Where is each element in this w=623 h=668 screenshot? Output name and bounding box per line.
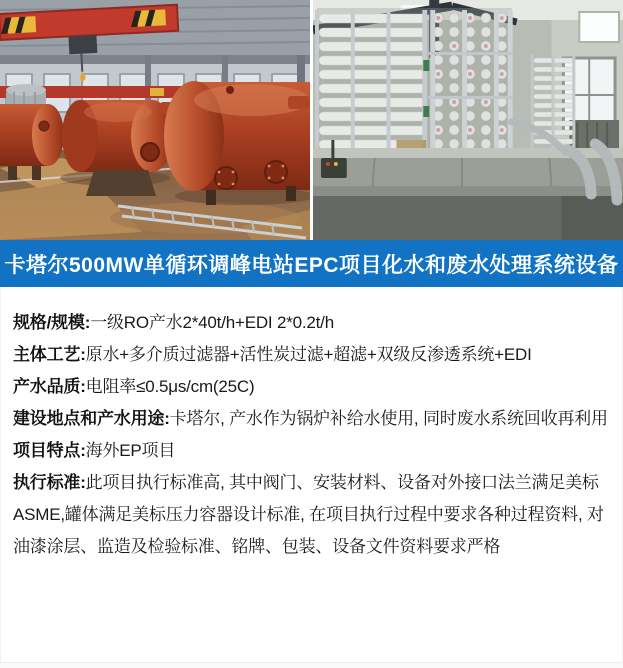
spec-label: 执行标准: <box>13 473 86 492</box>
spec-row-specification <box>13 307 610 339</box>
spec-row-process <box>13 339 610 371</box>
project-title-banner <box>0 240 623 287</box>
spec-row-project-features <box>13 435 610 467</box>
spec-value: 电阻率≤0.5μs/cm(25C) <box>85 377 255 396</box>
spec-label: 建设地点和产水用途: <box>13 409 170 428</box>
factory-red-pressure-vessels-photo <box>0 0 310 240</box>
spec-label: 主体工艺: <box>13 345 86 364</box>
spec-value: 一级RO产水2*40t/h+EDI 2*0.2t/h <box>90 313 334 332</box>
page-bottom-strip <box>0 662 623 668</box>
spec-row-location-usage <box>13 403 610 435</box>
ro-system-illustration <box>313 0 623 240</box>
spec-label: 产水品质: <box>13 377 86 396</box>
spec-label: 规格/规模: <box>13 313 91 332</box>
spec-list <box>0 287 623 563</box>
ro-membrane-water-treatment-system-photo <box>313 0 623 240</box>
membrane-rack-main <box>315 8 513 152</box>
spec-value: 此项目执行标准高, 其中阀门、安装材料、设备对外接口法兰满足美标ASME,罐体满足美标压力容器设计标准, 在项目执行过程中要求各种过程资料, 对油漆涂层、监造及检验标准、铭牌、包装、设备文件资料要求严格 <box>13 473 604 556</box>
spec-value: 海外EP项目 <box>85 441 176 460</box>
photo-gallery <box>0 0 623 240</box>
factory-scene-illustration <box>0 0 310 240</box>
spec-row-standards <box>13 467 610 563</box>
spec-label: 项目特点: <box>13 441 86 460</box>
spec-row-water-quality <box>13 371 610 403</box>
spec-value: 原水+多介质过滤器+活性炭过滤+超滤+双级反渗透系统+EDI <box>85 345 532 364</box>
project-title: 卡塔尔500MW单循环调峰电站EPC项目化水和废水处理系统设备 <box>4 253 619 277</box>
pressure-vessel-right <box>164 81 310 205</box>
spec-value: 卡塔尔, 产水作为锅炉补给水使用, 同时废水系统回收再利用 <box>169 409 608 428</box>
